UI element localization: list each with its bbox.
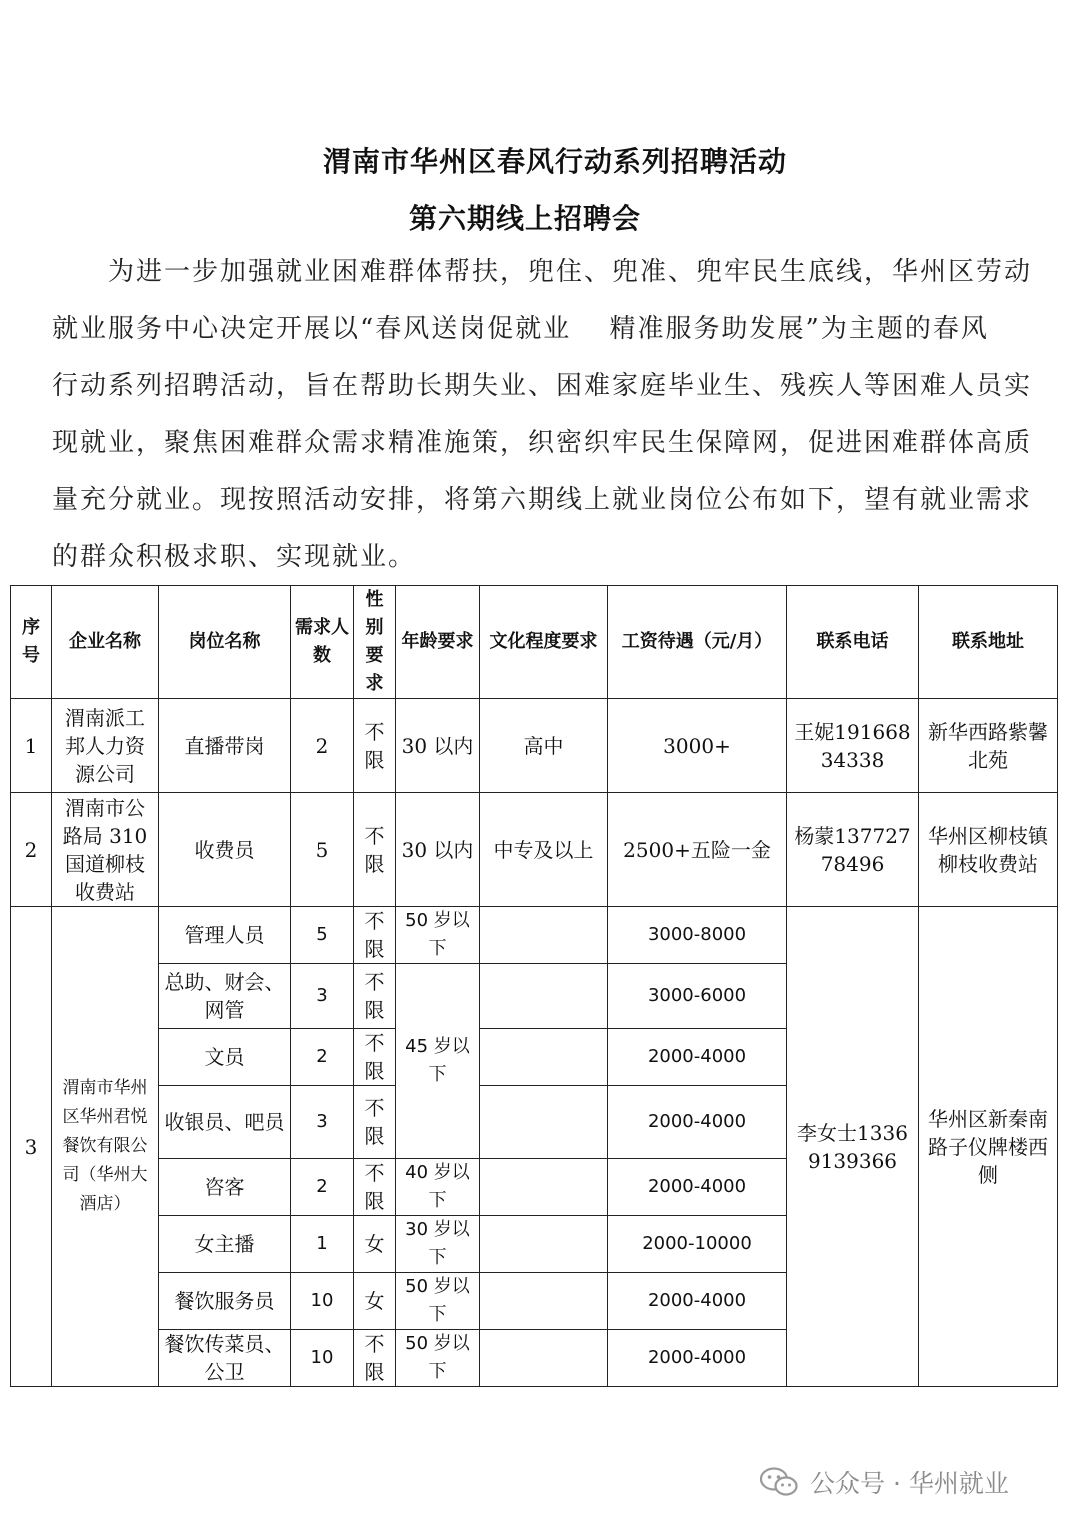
cell-age: 50 岁以下: [396, 1273, 480, 1330]
intro-line: 现就业，聚焦困难群众需求精准施策，织密织牢民生保障网，促进困难群体高质: [52, 428, 1033, 458]
wechat-icon: [760, 1467, 798, 1497]
cell-count: 5: [291, 793, 354, 907]
cell-gender: 不限: [354, 1029, 396, 1086]
cell-count: 2: [291, 1029, 354, 1086]
cell-position: 收银员、吧员: [159, 1086, 291, 1159]
cell-count: 1: [291, 1216, 354, 1273]
cell-salary: 2000-4000: [608, 1330, 787, 1387]
cell-company: 渭南市华州区华州君悦餐饮有限公司（华州大酒店）: [52, 907, 159, 1387]
cell-count: 2: [291, 699, 354, 793]
cell-phone: 杨蒙13772778496: [787, 793, 919, 907]
cell-position: 餐饮传菜员、公卫: [159, 1330, 291, 1387]
cell-education: [480, 964, 608, 1029]
watermark: [760, 1462, 1009, 1502]
cell-count: 10: [291, 1273, 354, 1330]
cell-gender: 不限: [354, 1330, 396, 1387]
table-row: [11, 793, 1058, 907]
cell-count: 2: [291, 1159, 354, 1216]
cell-count: 3: [291, 964, 354, 1029]
cell-salary: 2000-10000: [608, 1216, 787, 1273]
cell-gender: 不限: [354, 907, 396, 964]
cell-salary: 2000-4000: [608, 1029, 787, 1086]
cell-company: 渭南派工邦人力资源公司: [52, 699, 159, 793]
cell-education: 高中: [480, 699, 608, 793]
cell-position: 咨客: [159, 1159, 291, 1216]
table-row: [11, 699, 1058, 793]
cell-gender: 不限: [354, 1086, 396, 1159]
cell-education: [480, 907, 608, 964]
cell-position: 餐饮服务员: [159, 1273, 291, 1330]
intro-line: 就业服务中心决定开展以“春风送岗促就业 精准服务助发展”为主题的春风: [52, 314, 989, 344]
header-count: 需求人数: [291, 586, 354, 699]
cell-salary: 3000-8000: [608, 907, 787, 964]
header-position: 岗位名称: [159, 586, 291, 699]
cell-position: 总助、财会、网管: [159, 964, 291, 1029]
header-seq: 序号: [11, 586, 52, 699]
page-title-line1: 渭南市华州区春风行动系列招聘活动: [322, 145, 787, 178]
intro-line: 量充分就业。现按照活动安排，将第六期线上就业岗位公布如下，望有就业需求: [52, 485, 1033, 515]
cell-age: 45 岁以下: [396, 964, 480, 1159]
header-salary: 工资待遇（元/月）: [608, 586, 787, 699]
cell-education: 中专及以上: [480, 793, 608, 907]
cell-gender: 不限: [354, 699, 396, 793]
cell-position: 女主播: [159, 1216, 291, 1273]
header-gender: 性别要求: [354, 586, 396, 699]
cell-phone: 王妮19166834338: [787, 699, 919, 793]
header-address: 联系地址: [919, 586, 1058, 699]
cell-education: [480, 1273, 608, 1330]
intro-line: 为进一步加强就业困难群体帮扶，兜住、兜准、兜牢民生底线，华州区劳动: [52, 257, 1033, 287]
cell-education: [480, 1330, 608, 1387]
cell-gender: 女: [354, 1216, 396, 1273]
cell-age: 40 岁以下: [396, 1159, 480, 1216]
header-company: 企业名称: [52, 586, 159, 699]
cell-position: 直播带岗: [159, 699, 291, 793]
cell-age: 30 岁以下: [396, 1216, 480, 1273]
cell-gender: 不限: [354, 793, 396, 907]
cell-salary: 3000+: [608, 699, 787, 793]
cell-education: [480, 1216, 608, 1273]
cell-phone: 李女士13369139366: [787, 907, 919, 1387]
cell-position: 文员: [159, 1029, 291, 1086]
cell-salary: 3000-6000: [608, 964, 787, 1029]
page-title-line2: 第六期线上招聘会: [408, 202, 641, 235]
cell-gender: 不限: [354, 1159, 396, 1216]
cell-count: 10: [291, 1330, 354, 1387]
job-table: [10, 585, 1058, 1387]
cell-gender: 不限: [354, 964, 396, 1029]
cell-age: 30 以内: [396, 699, 480, 793]
cell-education: [480, 1086, 608, 1159]
cell-address: 新华西路紫馨北苑: [919, 699, 1058, 793]
watermark-text: 公众号 · 华州就业: [810, 1469, 1009, 1498]
cell-age: 30 以内: [396, 793, 480, 907]
cell-age: 50 岁以下: [396, 1330, 480, 1387]
table-header-row: [11, 586, 1058, 699]
cell-salary: 2500+五险一金: [608, 793, 787, 907]
header-phone: 联系电话: [787, 586, 919, 699]
cell-salary: 2000-4000: [608, 1086, 787, 1159]
table-row: [11, 907, 1058, 964]
cell-seq: 1: [11, 699, 52, 793]
intro-line: 行动系列招聘活动，旨在帮助长期失业、困难家庭毕业生、残疾人等困难人员实: [52, 371, 1033, 401]
cell-gender: 女: [354, 1273, 396, 1330]
header-education: 文化程度要求: [480, 586, 608, 699]
cell-salary: 2000-4000: [608, 1273, 787, 1330]
cell-education: [480, 1029, 608, 1086]
cell-position: 收费员: [159, 793, 291, 907]
intro-line: 的群众积极求职、实现就业。: [52, 542, 417, 572]
cell-position: 管理人员: [159, 907, 291, 964]
cell-count: 3: [291, 1086, 354, 1159]
cell-age: 50 岁以下: [396, 907, 480, 964]
cell-company: 渭南市公路局 310 国道柳枝收费站: [52, 793, 159, 907]
cell-count: 5: [291, 907, 354, 964]
header-age: 年龄要求: [396, 586, 480, 699]
cell-education: [480, 1159, 608, 1216]
cell-address: 华州区柳枝镇柳枝收费站: [919, 793, 1058, 907]
cell-seq: 2: [11, 793, 52, 907]
cell-salary: 2000-4000: [608, 1159, 787, 1216]
cell-seq: 3: [11, 907, 52, 1387]
cell-address: 华州区新秦南路子仪牌楼西侧: [919, 907, 1058, 1387]
